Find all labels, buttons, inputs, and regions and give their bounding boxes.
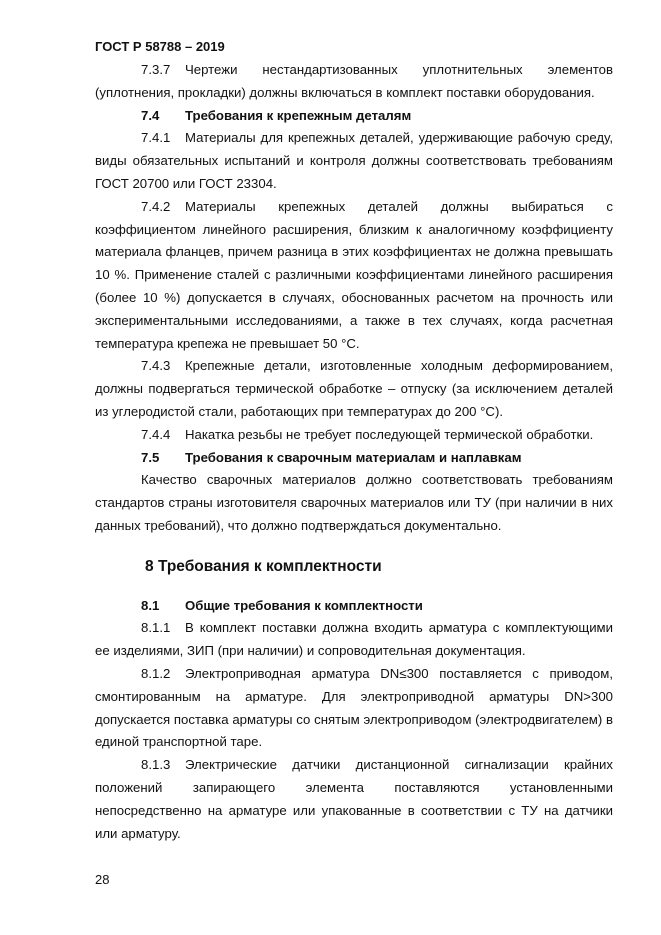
subsection-heading-7-4 [95, 105, 613, 128]
subsection-title: Общие требования к комплектности [185, 597, 423, 613]
clause-8-1-3 [95, 754, 613, 845]
clause-text: Электроприводная арматура DN≤300 поставляется с приводом, смонтированным на арматуре. Для электроприводной арматуры DN>300 допускается поставка арматуры со снятым электроприводом (электродвигателем) в единой транспортной таре. [95, 665, 613, 750]
clause-7-4-1 [95, 127, 613, 195]
clause-number: 8.1.2 [141, 665, 171, 681]
section-title: Требования к комплектности [157, 557, 382, 575]
clause-number: 7.4.4 [141, 426, 171, 442]
clause-number: 7.4.3 [141, 358, 171, 374]
paragraph-text: Качество сварочных материалов должно соответствовать требованиям стандартов страны изготовителя сварочных материалов или ТУ (при наличии в них данных требований), что должно подтверждаться документально. [95, 472, 613, 533]
subsection-title: Требования к сварочным материалам и наплавкам [185, 449, 522, 465]
clause-text: Электрические датчики дистанционной сигнализации крайних положений запирающего элемента поставляются установленными непосредственно на арматуре или упакованные в соответствии с ТУ на датчики или арматуру. [95, 757, 613, 841]
section-number: 8 [145, 557, 154, 575]
clause-text: Материалы для крепежных деталей, удерживающие рабочую среду, виды обязательных испытаний и контроля должны соответствовать требованиям ГОСТ 20700 или ГОСТ 23304. [95, 130, 613, 191]
clause-7-4-4 [95, 424, 613, 447]
clause-8-1-1 [95, 617, 613, 663]
clause-text: Крепежные детали, изготовленные холодным деформированием, должны подвергаться термической обработке – отпуску (за исключением деталей из углеродистой стали, работающих при температурах до 200 °С). [95, 358, 613, 419]
subsection-number: 8.1 [141, 597, 160, 613]
subsection-title: Требования к крепежным деталям [185, 107, 412, 123]
subsection-number: 7.4 [141, 107, 160, 123]
subsection-number: 7.5 [141, 449, 160, 465]
clause-text: В комплект поставки должна входить арматура с комплектующими ее изделиями, ЗИП (при наличии) и сопроводительная документация. [95, 620, 613, 659]
clause-number: 8.1.1 [141, 620, 171, 636]
document-body [95, 59, 613, 845]
clause-number: 7.3.7 [141, 62, 171, 77]
paragraph-welding-quality [95, 469, 613, 537]
clause-text: Материалы крепежных деталей должны выбираться с коэффициентом линейного расширения, близким к аналогичному коэффициенту материала фланцев, причем разница в этих коэффициентах не должна превышать 10 %. Применение сталей с различными коэффициентами линейного расширения (более 10 %) допускается в случаях, обоснованных расчетом на прочность или экспериментальными исследованиями, а также в тех случаях, когда расчетная температура крепежа не превышает 50 °С. [95, 198, 613, 351]
clause-7-4-2 [95, 196, 613, 356]
clause-number: 7.4.1 [141, 130, 171, 146]
document-header: ГОСТ Р 58788 – 2019 [95, 39, 225, 54]
clause-number: 7.4.2 [141, 198, 171, 214]
section-heading-8 [95, 556, 613, 579]
clause-text: Накатка резьбы не требует последующей термической обработки. [185, 426, 594, 442]
subsection-heading-7-5 [95, 447, 613, 470]
page-number: 28 [95, 872, 110, 887]
clause-8-1-2 [95, 663, 613, 754]
subsection-heading-8-1 [95, 595, 613, 618]
clause-text: Чертежи нестандартизованных уплотнительных элементов (уплотнения, прокладки) должны включаться в комплект поставки оборудования. [95, 62, 613, 100]
clause-7-3-7 [95, 59, 613, 105]
clause-7-4-3 [95, 355, 613, 423]
clause-number: 8.1.3 [141, 757, 171, 773]
